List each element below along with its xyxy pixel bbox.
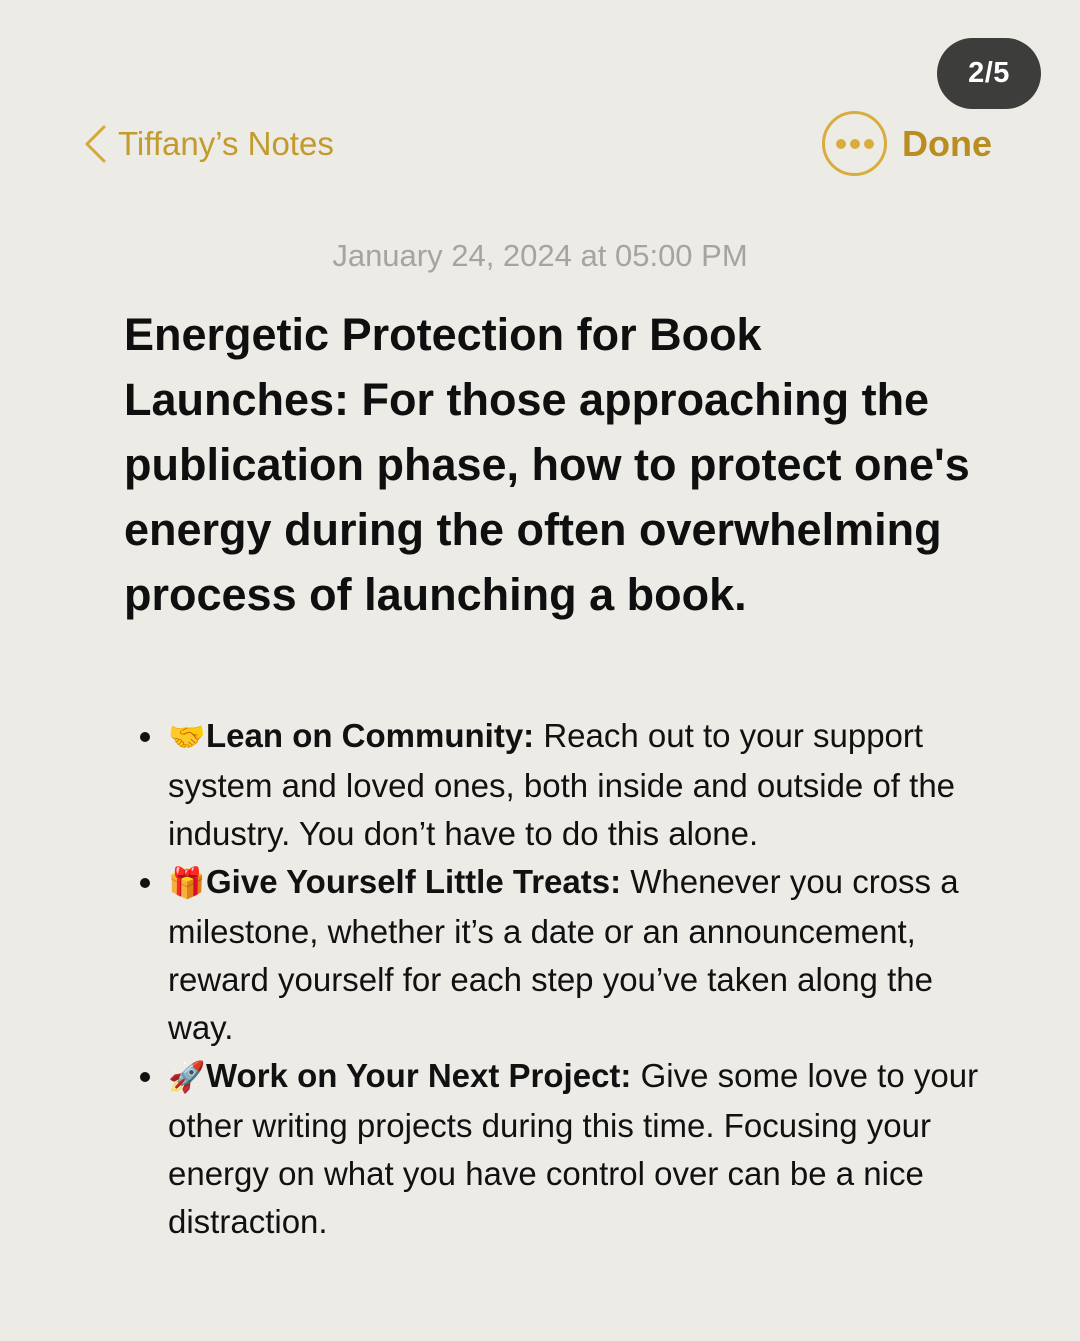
list-item-title: Give Yourself Little Treats: <box>206 863 622 900</box>
back-button[interactable] <box>82 120 334 168</box>
list-item-title: Work on Your Next Project: <box>206 1057 632 1094</box>
rocket-icon: 🚀 <box>168 1060 206 1095</box>
chevron-left-icon <box>82 124 108 164</box>
list-item-text: Give some love to your other writing projects during this time. Focusing your energy on what you have control over can be a nice distraction. <box>168 1057 979 1240</box>
list-item-text: Whenever you cross a milestone, whether it’s a date or an announcement, reward yourself for each step you’ve taken along the way. <box>168 863 959 1046</box>
more-options-button[interactable] <box>822 111 887 176</box>
list-item <box>168 1052 988 1246</box>
note-bullet-list <box>168 712 988 1246</box>
back-button-label: Tiffany’s Notes <box>118 125 334 162</box>
note-date: January 24, 2024 at 05:00 PM <box>332 238 748 273</box>
list-item <box>168 858 988 1052</box>
done-button[interactable]: Done <box>902 123 992 164</box>
list-item <box>168 712 988 858</box>
note-title: Energetic Protection for Book Launches: For those approaching the publication phase, how to protect one's energy during the often overwhelming process of launching a book. <box>124 309 970 620</box>
handshake-icon: 🤝 <box>168 720 206 755</box>
list-item-title: Lean on Community: <box>206 717 535 754</box>
list-item-text: Reach out to your support system and loved ones, both inside and outside of the industry. You don’t have to do this alone. <box>168 717 956 852</box>
page-indicator-badge: 2/5 <box>937 38 1041 109</box>
ellipsis-icon <box>833 137 877 151</box>
gift-icon: 🎁 <box>168 866 206 901</box>
